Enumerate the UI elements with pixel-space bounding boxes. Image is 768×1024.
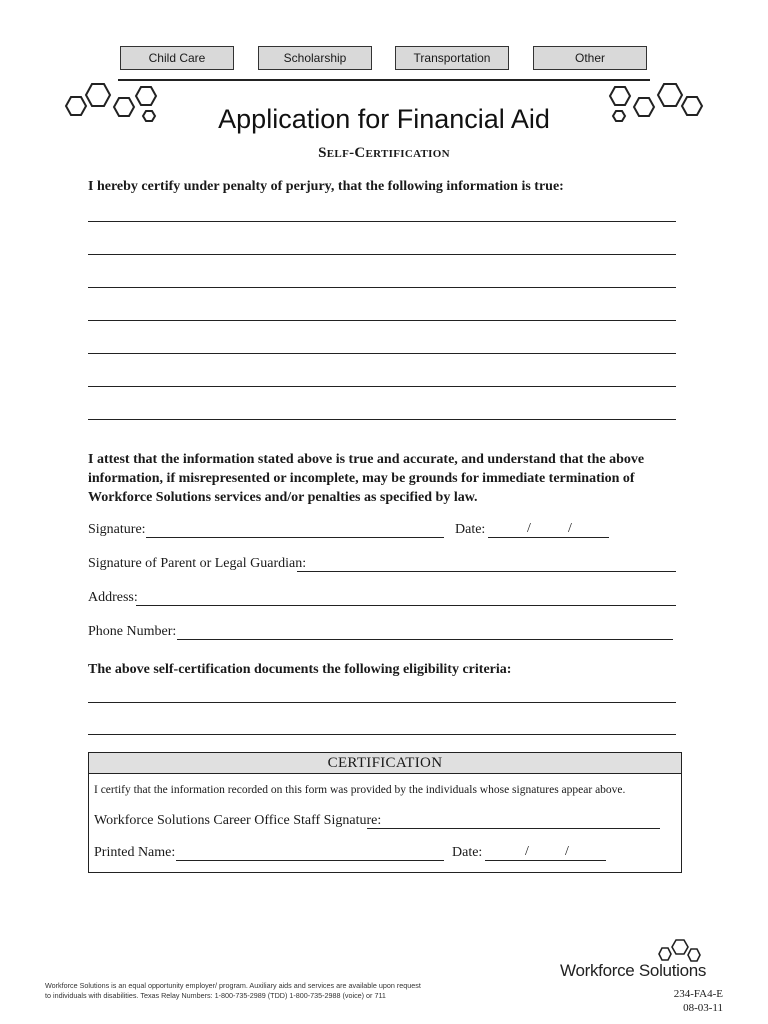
printed-name-field[interactable] bbox=[176, 860, 444, 861]
phone-label: Phone Number: bbox=[88, 624, 177, 639]
phone-field[interactable] bbox=[177, 639, 673, 640]
form-date: 08-03-11 bbox=[683, 1002, 723, 1014]
workforce-solutions-logo-icon bbox=[656, 938, 704, 962]
address-label: Address: bbox=[88, 590, 138, 605]
tab-child-care[interactable] bbox=[120, 46, 234, 70]
attest-statement: I attest that the information stated above is true and accurate, and understand that the above information, if misrepresented or incomplete, may be grounds for immediate termination of Workforce Solutions services and/or penalties as specified by law. bbox=[88, 452, 645, 505]
certification-statement: I certify that the information recorded on this form was provided by the individuals whose signatures appear above. bbox=[94, 784, 626, 796]
tab-scholarship[interactable] bbox=[258, 46, 372, 70]
certification-heading: CERTIFICATION bbox=[88, 752, 682, 774]
tab-other[interactable] bbox=[533, 46, 647, 70]
info-line-6[interactable] bbox=[88, 386, 676, 387]
info-line-5[interactable] bbox=[88, 353, 676, 354]
staff-signature-field[interactable] bbox=[367, 828, 660, 829]
footer-disclaimer bbox=[45, 981, 421, 1001]
date-separator: / bbox=[568, 521, 572, 536]
parent-signature-label: Signature of Parent or Legal Guardian: bbox=[88, 556, 307, 571]
printed-name-label: Printed Name: bbox=[94, 845, 176, 860]
info-line-7[interactable] bbox=[88, 419, 676, 420]
staff-signature-label: Workforce Solutions Career Office Staff Signature: bbox=[94, 813, 382, 828]
footer-line: Workforce Solutions is an equal opportunity employer/ program. Auxiliary aids and services are available upon request bbox=[45, 981, 421, 990]
tab-label: Other bbox=[574, 51, 605, 65]
tab-transportation[interactable] bbox=[395, 46, 509, 70]
footer-line: to individuals with disabilities. Texas Relay Numbers: 1-800-735-2989 (TDD) 1-800-735-2988 (voice) or 711 bbox=[45, 991, 386, 1000]
tab-label: Scholarship bbox=[283, 51, 347, 65]
info-line-4[interactable] bbox=[88, 320, 676, 321]
address-field[interactable] bbox=[136, 605, 676, 606]
date-label: Date: bbox=[455, 522, 486, 537]
info-line-1[interactable] bbox=[88, 221, 676, 222]
tab-label: Child Care bbox=[148, 51, 206, 65]
certify-statement: I hereby certify under penalty of perjury, that the following information is true: bbox=[88, 179, 564, 194]
eligibility-line-2[interactable] bbox=[88, 734, 676, 735]
logo-text: Workforce Solutions bbox=[560, 961, 707, 980]
page-subtitle: Self-Certification bbox=[318, 145, 450, 161]
date-separator: / bbox=[565, 844, 569, 859]
parent-signature-field[interactable] bbox=[297, 571, 676, 572]
form-number: 234-FA4-E bbox=[673, 988, 723, 1000]
date-separator: / bbox=[527, 521, 531, 536]
cert-date-label: Date: bbox=[452, 845, 483, 860]
header-rule bbox=[118, 79, 650, 81]
eligibility-statement: The above self-certification documents the following eligibility criteria: bbox=[88, 662, 512, 677]
signature-field[interactable] bbox=[146, 537, 444, 538]
eligibility-line-1[interactable] bbox=[88, 702, 676, 703]
cert-date-field[interactable] bbox=[485, 860, 606, 861]
date-field[interactable] bbox=[488, 537, 609, 538]
page-title: Application for Financial Aid bbox=[218, 104, 550, 134]
tab-label: Transportation bbox=[413, 51, 491, 65]
info-line-3[interactable] bbox=[88, 287, 676, 288]
signature-label: Signature: bbox=[88, 522, 146, 537]
info-line-2[interactable] bbox=[88, 254, 676, 255]
date-separator: / bbox=[525, 844, 529, 859]
